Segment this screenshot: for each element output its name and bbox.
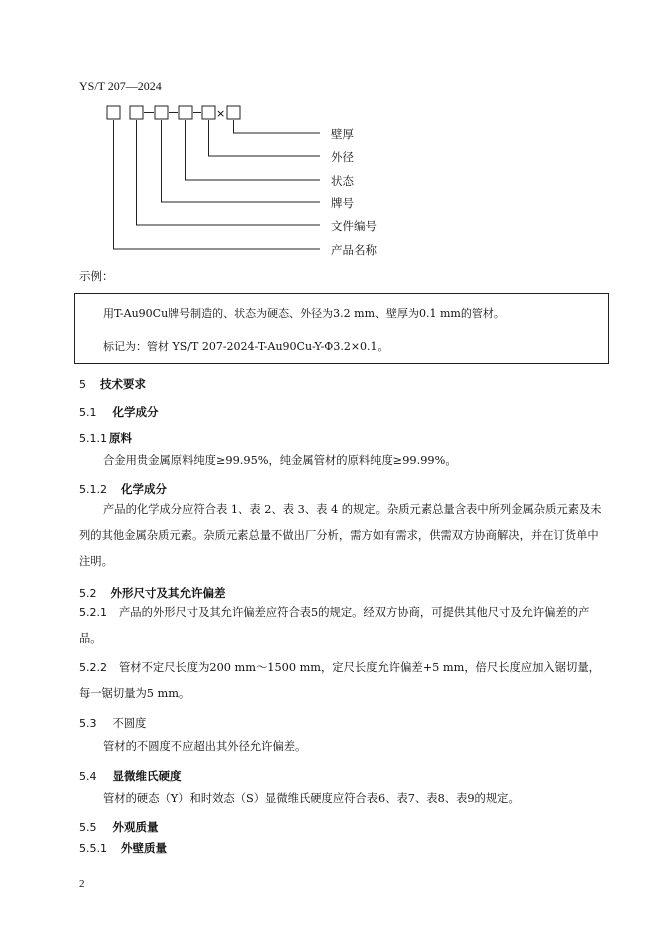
section-5-4-text: 管材的硬态（Y）和时效态（S）显微维氏硬度应符合表6、表7、表8、表9的规定。 — [103, 792, 520, 805]
example-line-1: 用T-Au90Cu牌号制造的、状态为硬态、外径为3.2 mm、壁厚为0.1 mm的管材。 — [103, 307, 505, 320]
label-wall-thickness: 壁厚 — [331, 127, 354, 141]
section-5-1-heading: 5.1 化学成分 — [79, 405, 159, 419]
section-5-3-heading: 5.3 不圆度 — [79, 717, 147, 730]
label-grade: 牌号 — [331, 196, 354, 210]
box-outer-diameter — [202, 106, 215, 119]
example-label: 示例： — [79, 269, 114, 283]
times-sign: × — [216, 107, 226, 120]
section-5-5-heading: 5.5 外观质量 — [79, 820, 159, 834]
page-number: 2 — [79, 878, 85, 890]
example-line-2: 标记为：管材 YS/T 207-2024-T-Au90Cu-Y-Φ3.2×0.1。 — [103, 340, 389, 353]
section-5-5-1-heading: 5.5.1 外壁质量 — [79, 841, 167, 855]
section-5-1-2-text: 产品的化学成分应符合表 1、表 2、表 3、表 4 的规定。杂质元素总量含表中所列金属杂质元素及未列的其他金属杂质元素。杂质元素总量不做出厂分析，需方如有需求，供需双方协商解决，并在订货单中注明。 — [79, 503, 602, 568]
section-5-2-heading: 5.2 外形尺寸及其允许偏差 — [79, 586, 226, 600]
section-5-1-1-heading: 5.1.1 原料 — [79, 431, 132, 445]
section-5-2-2: 5.2.2 管材不定尺长度为200 mm～1500 mm，定尺长度允许偏差+5 mm，倍尺长度应加入锯切量，每一锯切量为5 mm。 — [79, 661, 600, 700]
section-5-2-1: 5.2.1 产品的外形尺寸及其允许偏差应符合表5的规定。经双方协商，可提供其他尺寸及允许偏差的产品。 — [79, 606, 590, 645]
section-5-3-text: 管材的不圆度不应超出其外径允许偏差。 — [103, 740, 307, 753]
box-document-no — [130, 106, 143, 119]
label-outer-diameter: 外径 — [331, 150, 354, 164]
section-5-1-1-text: 合金用贵金属原料纯度≥99.95%，纯金属管材的原料纯度≥99.99%。 — [103, 454, 457, 467]
box-grade — [155, 106, 168, 119]
label-document-no: 文件编号 — [331, 219, 377, 233]
section-5-heading: 5 技术要求 — [79, 377, 146, 391]
label-state: 状态 — [331, 174, 354, 188]
section-5-1-2-heading: 5.1.2 化学成分 — [79, 482, 167, 496]
box-state — [179, 106, 192, 119]
label-product-name: 产品名称 — [331, 243, 377, 257]
section-5-4-heading: 5.4 显微维氏硬度 — [79, 769, 182, 783]
box-wall-thickness — [227, 106, 240, 119]
standard-number: YS/T 207—2024 — [79, 79, 162, 93]
example-box — [74, 293, 609, 364]
box-product-name — [107, 106, 120, 119]
